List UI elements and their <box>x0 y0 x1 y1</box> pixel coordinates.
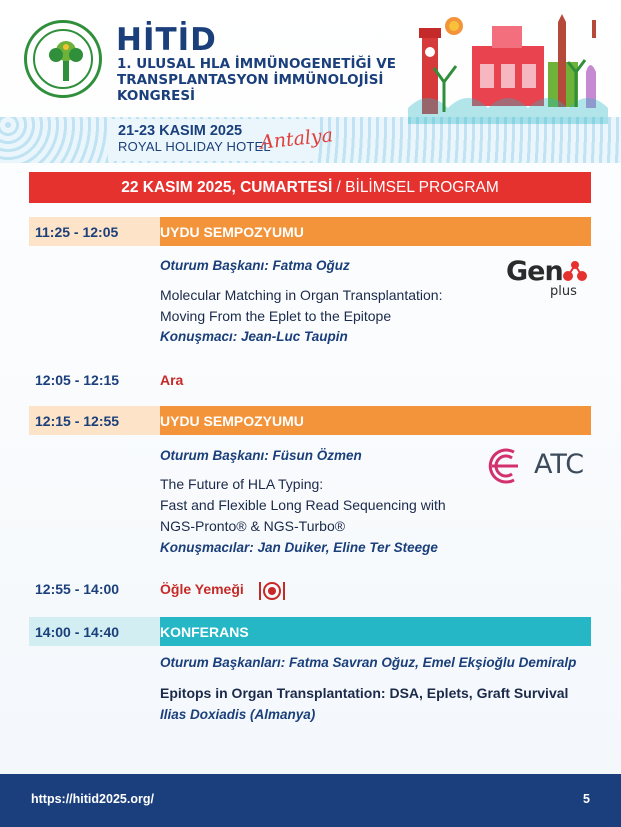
society-logo <box>24 20 102 98</box>
page-footer <box>0 774 621 827</box>
session-header-row <box>29 406 591 435</box>
talk-title: Epitops in Organ Transplantation: DSA, Eplets, Graft Survival <box>160 685 569 701</box>
session-speaker: Ilias Doxiadis (Almanya) <box>160 707 316 722</box>
session-chair: Oturum Başkanı: Füsun Özmen <box>160 448 362 463</box>
event-venue: ROYAL HOLIDAY HOTEL <box>118 139 271 154</box>
session-title: UYDU SEMPOZYUMU <box>160 412 304 429</box>
day-date: 22 KASIM 2025, CUMARTESİ <box>121 178 333 196</box>
congress-title: 1. ULUSAL HLA İMMÜNOGENETİĞİ VE TRANSPLANTASYON İMMÜNOLOJİSİ KONGRESİ <box>117 56 396 104</box>
cutlery-plate-icon <box>258 580 286 602</box>
break-time: 12:05 - 12:15 <box>35 372 120 388</box>
session-header-row <box>29 617 591 646</box>
session-chair: Oturum Başkanları: Fatma Savran Oğuz, Emel Ekşioğlu Demiralp <box>160 655 577 670</box>
talk-title: The Future of HLA Typing: Fast and Flexible Long Read Sequencing with NGS-Pronto® & NGS-Turbo® <box>160 476 446 534</box>
session-time: 14:00 - 14:40 <box>29 617 160 646</box>
session-title: UYDU SEMPOZYUMU <box>160 223 304 240</box>
antalya-skyline-illustration <box>408 12 608 124</box>
website-link[interactable]: https://hitid2025.org/ <box>31 792 154 806</box>
session-time: 12:15 - 12:55 <box>29 406 160 435</box>
genplus-sponsor-logo: Gen plus <box>506 256 563 287</box>
session-speaker: Konuşmacılar: Jan Duiker, Eline Ter Steege <box>160 540 438 555</box>
day-heading-bar <box>29 172 591 203</box>
lunch-time: 12:55 - 14:00 <box>35 581 120 597</box>
break-label: Ara <box>160 372 184 388</box>
session-time: 11:25 - 12:05 <box>29 217 160 246</box>
session-speaker: Konuşmacı: Jean-Luc Taupin <box>160 329 348 344</box>
day-section: BİLİMSEL PROGRAM <box>345 178 499 196</box>
day-separator: / <box>332 178 346 196</box>
lunch-label: Öğle Yemeği <box>160 581 244 597</box>
page-number: 5 <box>583 792 590 806</box>
event-dates: 21-23 KASIM 2025 <box>118 123 243 139</box>
brand-title: HİTİD <box>116 22 217 58</box>
session-title: KONFERANS <box>160 623 249 640</box>
city-script-logo: Antalya <box>259 124 335 154</box>
talk-title: Molecular Matching in Organ Transplantation: Moving From the Eplet to the Epitope <box>160 287 443 324</box>
session-header-row <box>29 217 591 246</box>
session-chair: Oturum Başkanı: Fatma Oğuz <box>160 258 350 273</box>
